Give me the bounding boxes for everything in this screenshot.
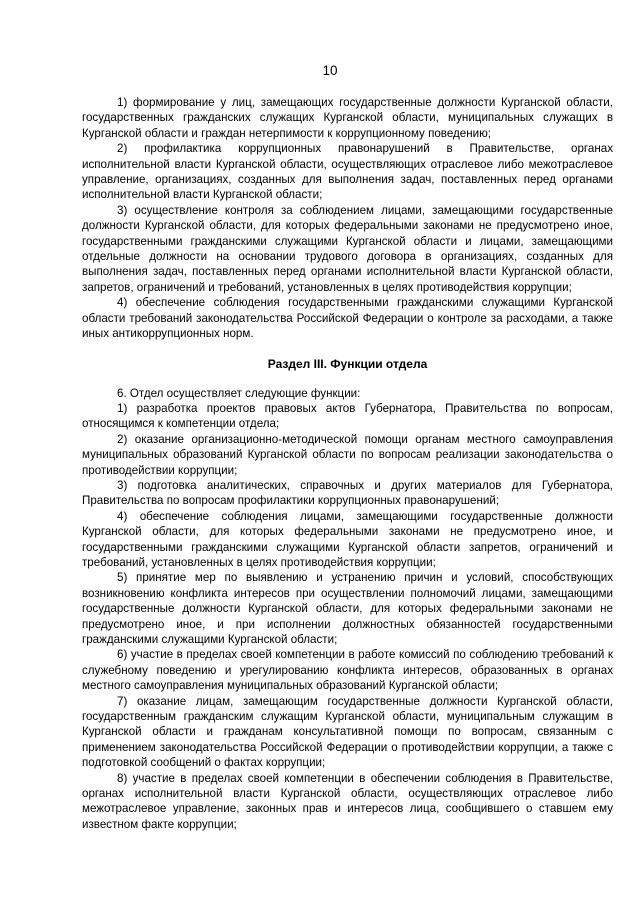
function-item-8: 8) участие в пределах своей компетенции в обеспечении соблюдения в Правительстве, органах исполнительной власти Курганской области, осуществляющих отраслевое либо межотраслевое управление, законных прав и интересов лица, сообщившего о ставшем ему известном факте коррупции; (82, 771, 613, 831)
section-heading: Раздел III. Функции отдела (267, 356, 428, 371)
function-item-7: 7) оказание лицам, замещающим государственные должности Курганской области, государственным гражданским служащим Курганской области, муниципальным служащим в Курганской области и гражданам консультативной помощи по вопросам, связанным с применением законодательства Российской Федерации о противодействии коррупции, а также с подготовкой сообщений о фактах коррупции; (82, 694, 613, 770)
list-item-1: 1) формирование у лиц, замещающих государственные должности Курганской области, государственных гражданских служащих Курганской области, муниципальных служащих в Курганской области и граждан нетерпимости к коррупционному поведению; (82, 96, 613, 140)
function-item-6: 6) участие в пределах своей компетенции в работе комиссий по соблюдению требований к служебному поведению и урегулированию конфликта интересов, образованных в органах местного самоуправления муниципальных образований Курганской области; (82, 648, 613, 693)
list-item-2: 2) профилактика коррупционных правонарушений в Правительстве, органах исполнительной власти Курганской области, осуществляющих отраслевое либо межотраслевое управление, организациях, созданных для выполнения задач, поставленных перед органами исполнительной власти Курганской области; (82, 142, 613, 202)
list-item-3: 3) осуществление контроля за соблюдением лицами, замещающими государственные должности Курганской области, для которых федеральными законами не предусмотрено иное, государственными гражданскими служащими Курганской области и лицами, замещающими отдельные должности на основании трудового договора в организациях, созданных для выполнения задач, поставленных перед органами исполнительной власти Курганской области, запретов, ограничений и требований, установленных в целях противодействия коррупции; (82, 203, 613, 294)
page-number: 10 (322, 63, 338, 78)
document-body (82, 95, 613, 832)
function-item-5: 5) принятие мер по выявлению и устранению причин и условий, способствующих возникновению конфликта интересов при осуществлении полномочий лицами, замещающими государственные должности Курганской области, для которых федеральными законами не предусмотрено иное, и при исполнении должностных обязанностей государственными гражданскими служащими Курганской области; (82, 571, 613, 646)
list-item-4: 4) обеспечение соблюдения государственными гражданскими служащими Курганской области требований законодательства Российской Федерации о контроле за расходами, а также иных антикоррупционных норм. (82, 296, 613, 341)
function-item-4: 4) обеспечение соблюдения лицами, замещающими государственные должности Курганской области, для которых федеральными законами не предусмотрено иное, и государственными гражданскими служащими Курганской области запретов, ограничений и требований, установленных в целях противодействия коррупции; (82, 509, 613, 569)
function-item-1: 1) разработка проектов правовых актов Губернатора, Правительства по вопросам, относящимся к компетенции отдела; (82, 401, 613, 431)
function-item-3: 3) подготовка аналитических, справочных и других материалов для Губернатора, Правительства по вопросам профилактики коррупционных правонарушений; (82, 478, 613, 508)
function-item-2: 2) оказание организационно-методической помощи органам местного самоуправления муниципальных образований Курганской области по вопросам реализации законодательства о противодействии коррупции; (82, 432, 613, 477)
functions-intro: 6. Отдел осуществляет следующие функции: (117, 386, 361, 400)
